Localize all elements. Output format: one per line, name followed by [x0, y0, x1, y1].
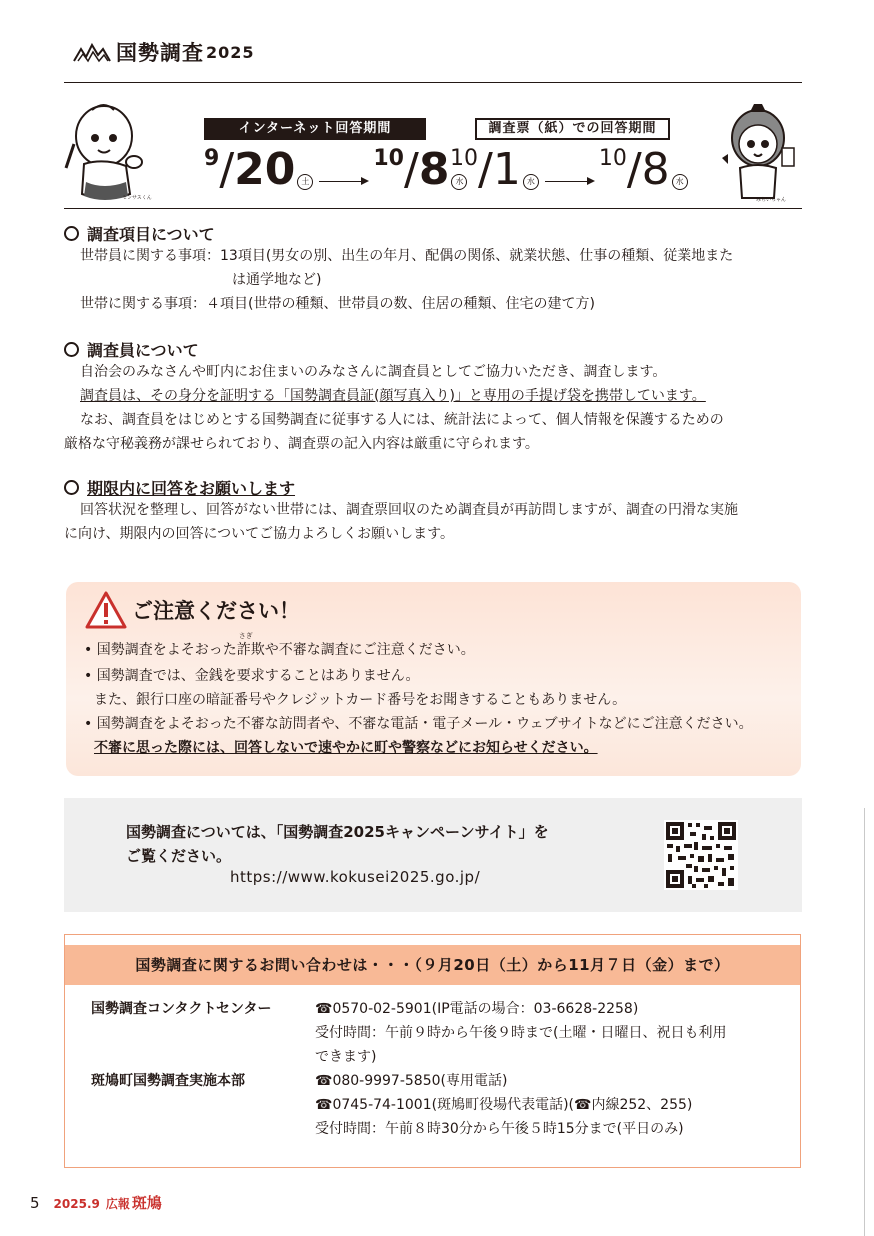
section-deadline-title: 期限内に回答をお願いします [87, 479, 296, 498]
section-enumerators-title: 調査員について [87, 341, 199, 360]
contact-center-hours-line2: できます) [315, 1049, 377, 1065]
mascot-left [64, 98, 154, 208]
ruby-text: さぎ [238, 632, 253, 640]
section-deadline-heading [64, 476, 295, 499]
section-items-heading [64, 222, 215, 245]
contact-center-name: 国勢調査コンタクトセンター [91, 1001, 272, 1017]
caution-title: ご注意ください！ [132, 599, 300, 623]
paper-period-title: 調査票（紙）での回答期間 [475, 118, 670, 140]
deadline-line1: 回答状況を整理し、回答がない世帯には、調査票回収のため調査員が再訪問しますが、調査の円滑な実施 [80, 502, 738, 518]
internet-period-dates [204, 144, 469, 195]
date-slash: / [404, 144, 419, 195]
mascot-left-name: センサスくん [122, 195, 152, 201]
header-rule [64, 82, 802, 83]
contact-title: 国勢調査に関するお問い合わせは・・・（９月20日（土）から11月７日（金）まで） [65, 945, 800, 985]
paper-start-weekday: 水 [523, 174, 539, 190]
contact-hq-name: 斑鳩町国勢調査実施本部 [91, 1073, 245, 1089]
mascot-right-name: みらいちゃん [756, 197, 787, 203]
ruby-word [236, 632, 265, 658]
internet-end-day: 8 [418, 144, 450, 195]
header-title: 国勢調査 [116, 41, 204, 65]
contact-hq-hours: 受付時間：午前８時30分から午後５時15分まで(平日のみ) [315, 1121, 684, 1137]
paper-start-month: 10 [450, 146, 478, 171]
caution-line5: 不審に思った際には、回答しないで速やかに町や警察などにお知らせください。 [94, 740, 598, 756]
paper-end-weekday: 水 [672, 174, 688, 190]
deadline-line2: に向け、期限内の回答についてご協力よろしくお願いします。 [64, 526, 455, 542]
caution-line4: • 国勢調査をよそおった不審な訪問者や、不審な電話・電子メール・ウェブサイトなどにご注意ください。 [84, 716, 753, 732]
paper-period-dates [450, 144, 690, 195]
period-rule [64, 208, 802, 209]
contact-hq-phone2: ☎0745-74-1001(斑鳩町役場代表電話)(☎内線252、255) [315, 1097, 693, 1113]
site-text [126, 820, 549, 868]
contact-box [64, 934, 801, 1168]
date-slash: / [478, 144, 493, 195]
date-slash: / [626, 144, 642, 195]
caution-header [84, 590, 300, 630]
mascot-right [714, 98, 804, 208]
internet-end-month: 10 [373, 146, 404, 171]
enumerators-line1: 自治会のみなさんや町内にお住まいのみなさんに調査員としてご協力いただき、調査します。 [80, 364, 667, 380]
header-year: 2025 [206, 42, 255, 62]
side-ruler [864, 808, 874, 1236]
contact-hq-phone1: ☎080-9997-5850(専用電話) [315, 1073, 508, 1089]
warning-triangle-icon [84, 590, 128, 630]
enumerators-line2: 調査員は、その身分を証明する「国勢調査員証(顔写真入り)」と専用の手提げ袋を携帯しています。 [80, 388, 706, 404]
caution-line1-prefix: • 国勢調査をよそおった [84, 642, 237, 658]
internet-end-weekday: 水 [451, 174, 467, 190]
baby-mascot-icon [64, 98, 154, 208]
girl-mascot-icon [714, 98, 804, 208]
site-line1: 国勢調査については、「国勢調査2025キャンペーンサイト」を [126, 823, 549, 841]
site-url-link[interactable]: https://www.kokusei2025.go.jp/ [230, 868, 481, 886]
date-slash: / [219, 144, 235, 195]
caution-line3: また、銀行口座の暗証番号やクレジットカード番号をお聞きすることもありません。 [94, 692, 627, 708]
enumerators-line3: なお、調査員をはじめとする国勢調査に従事する人には、統計法によって、個人情報を保護するための [80, 412, 724, 428]
internet-start-month: 9 [204, 146, 220, 171]
publication-label: 広報 [105, 1197, 130, 1211]
qr-code-icon[interactable] [664, 820, 738, 890]
contact-center-phone: ☎0570-02-5901(IP電話の場合：03-6628-2258) [315, 1001, 639, 1017]
issue-date: 2025.9 [53, 1197, 100, 1211]
header-logo [72, 36, 255, 68]
campaign-site-box [64, 798, 802, 912]
arrow-right-icon [545, 176, 595, 186]
caution-line1-suffix: や不審な調査にご注意ください。 [264, 642, 475, 658]
internet-period-title: インターネット回答期間 [204, 118, 426, 140]
internet-start-weekday: 土 [297, 174, 313, 190]
circle-bullet-icon [64, 226, 79, 241]
circle-bullet-icon [64, 480, 79, 495]
items-household-line: 世帯に関する事項：４項目(世帯の種類、世帯員の数、住居の種類、住宅の建て方) [80, 296, 595, 312]
contact-center-hours-line1: 受付時間：午前９時から午後９時まで(土曜・日曜日、祝日も利用 [315, 1025, 727, 1041]
publication-brand: 斑鳩 [131, 1194, 162, 1212]
footer [30, 1192, 162, 1213]
paper-start-day: 1 [492, 144, 521, 195]
arrow-right-icon [319, 176, 369, 186]
enumerators-line4: 厳格な守秘義務が課せられており、調査票の記入内容は厳重に守られます。 [64, 436, 539, 452]
circle-bullet-icon [64, 342, 79, 357]
paper-end-day: 8 [641, 144, 670, 195]
site-line2: ご覧ください。 [126, 847, 232, 865]
section-enumerators-heading [64, 338, 199, 361]
caution-box [66, 582, 801, 776]
caution-line1 [84, 632, 475, 662]
section-items-title: 調査項目について [87, 225, 215, 244]
internet-start-day: 20 [234, 144, 296, 195]
items-household-member-line1: 世帯員に関する事項：13項目(男女の別、出生の年月、配偶の関係、就業状態、仕事の種類、従業地また [80, 248, 734, 264]
items-household-member-line2: は通学地など) [232, 272, 322, 288]
page-number: 5 [30, 1194, 40, 1212]
paper-end-month: 10 [598, 146, 627, 171]
mountain-logo-icon [72, 41, 112, 63]
caution-line2: • 国勢調査では、金銭を要求することはありません。 [84, 668, 420, 684]
caution-ruby-word: 詐欺 [236, 642, 265, 658]
